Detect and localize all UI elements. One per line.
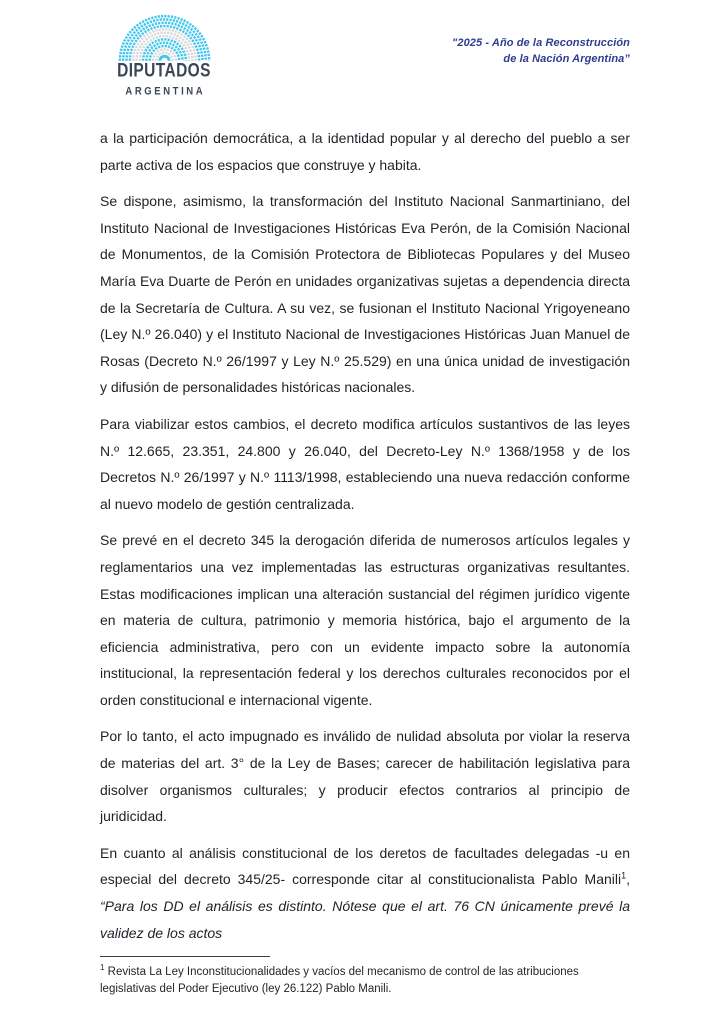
motto-line-2: de la Nación Argentina” — [503, 52, 630, 65]
paragraph-6-plain: En cuanto al análisis constitucional de los deretos de facultades delegadas -u en especial del decreto 345/25- corresponde citar al constitucionalista Pablo Manili — [100, 844, 630, 888]
paragraph-2: Se dispone, asimismo, la transformación del Instituto Nacional Sanmartiniano, del Instituto Nacional de Investigaciones Históricas Eva Perón, de la Comisión Nacional de Monumentos, de la Comisión Protectora de Bibliotecas Populares y del Museo María Eva Duarte de Perón en unidades organizativas sujetas a dependencia directa de la Secretaría de Cultura. A su vez, se fusionan el Instituto Nacional Yrigoyeneano (Ley N.º 26.040) y el Instituto Nacional de Investigaciones Históricas Juan Manuel de Rosas (Decreto N.º 26/1997 y Ley N.º 25.529) en una única unidad de investigación y difusión de personalidades históricas nacionales. — [100, 193, 630, 396]
motto-line-1: "2025 - Año de la Reconstrucción — [452, 37, 630, 49]
diputados-logo — [114, 13, 214, 97]
parliament-hemicycle-icon — [117, 13, 212, 61]
footnote — [100, 956, 630, 997]
footnote-body: Revista La Ley Inconstitucionalidades y vacíos del mecanismo de control de las atribuciones legislativas del Poder Ejecutivo (ley 26.122) Pablo Manili. — [100, 966, 579, 995]
logo-title: DIPUTADOS — [117, 59, 211, 82]
footnote-reference: 1 — [621, 870, 627, 881]
paragraph-6-separator: , — [626, 871, 630, 888]
paragraph-4: Se prevé en el decreto 345 la derogación diferida de numerosos artículos legales y reglamentarios una vez implementadas las estructuras organizativas resultantes. Estas modificaciones implican una alteración sustancial del régimen jurídico vigente en materia de cultura, patrimonio y memoria histórica, bajo el argumento de la eficiencia administrativa, pero con un evidente impacto sobre la autonomía institucional, la representación federal y los derechos culturales reconocidos por el orden constitucional e internacional vigente. — [100, 532, 630, 708]
document-body — [100, 125, 630, 946]
logo-subtitle: ARGENTINA — [125, 85, 206, 98]
header — [0, 0, 728, 97]
paragraph-6-quote: “Para los DD el análisis es distinto. Nótese que el art. 76 CN únicamente prevé la validez de los actos — [100, 898, 630, 941]
header-motto — [452, 36, 630, 67]
footnote-divider — [100, 956, 270, 957]
footnote-text — [100, 964, 630, 997]
paragraph-6 — [100, 840, 630, 946]
footnote-marker: 1 — [100, 963, 105, 973]
paragraph-1: a la participación democrática, a la identidad popular y al derecho del pueblo a ser parte activa de los espacios que construye y habita. — [100, 130, 630, 173]
paragraph-5: Por lo tanto, el acto impugnado es inválido de nulidad absoluta por violar la reserva de materias del art. 3° de la Ley de Bases; carecer de habilitación legislativa para disolver organismos culturales; y producir efectos contrarios al principio de juridicidad. — [100, 728, 630, 825]
paragraph-3: Para viabilizar estos cambios, el decreto modifica artículos sustantivos de las leyes N.º 12.665, 23.351, 24.800 y 26.040, del Decreto-Ley N.º 1368/1958 y de los Decretos N.º 26/1997 y N.º 1113/1998, estableciendo una nueva redacción conforme al nuevo modelo de gestión centralizada. — [100, 415, 630, 512]
